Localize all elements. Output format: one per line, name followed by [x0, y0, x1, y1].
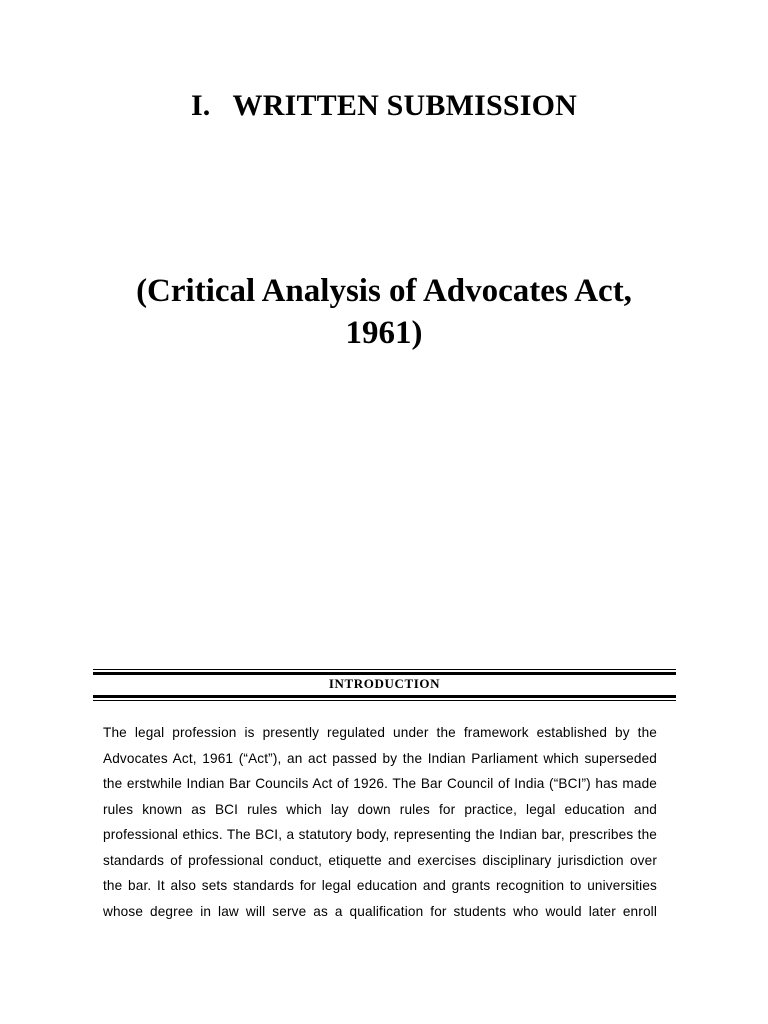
- divider-thin-line: [93, 700, 676, 701]
- intro-paragraph: The legal profession is presently regulated under the framework established by the Advocates Act, 1961 (“Act”), an act passed by the Indian Parliament which superseded the erstwhile Indian Bar Councils Act of 1926. The Bar Council of India (“BCI”) has made rules known as BCI rules which lay down rules for practice, legal education and professional ethics. The BCI, a statutory body, representing the Indian bar, prescribes the standards of professional conduct, etiquette and exercises disciplinary jurisdiction over the bar. It also sets standards for legal education and grants recognition to universities whose degree in law will serve as a qualification for students who would later enroll: [103, 725, 657, 919]
- main-heading: [0, 86, 768, 126]
- heading-number: I.: [190, 89, 211, 122]
- section-divider-bottom: [93, 695, 676, 701]
- section-divider-top: [93, 669, 676, 675]
- section-title: INTRODUCTION: [328, 676, 441, 691]
- document-subtitle: (Critical Analysis of Advocates Act, 1961): [136, 273, 632, 351]
- divider-thick-line: [93, 672, 676, 675]
- heading-text: WRITTEN SUBMISSION: [232, 89, 578, 122]
- divider-thin-line: [93, 669, 676, 670]
- divider-thick-line: [93, 695, 676, 698]
